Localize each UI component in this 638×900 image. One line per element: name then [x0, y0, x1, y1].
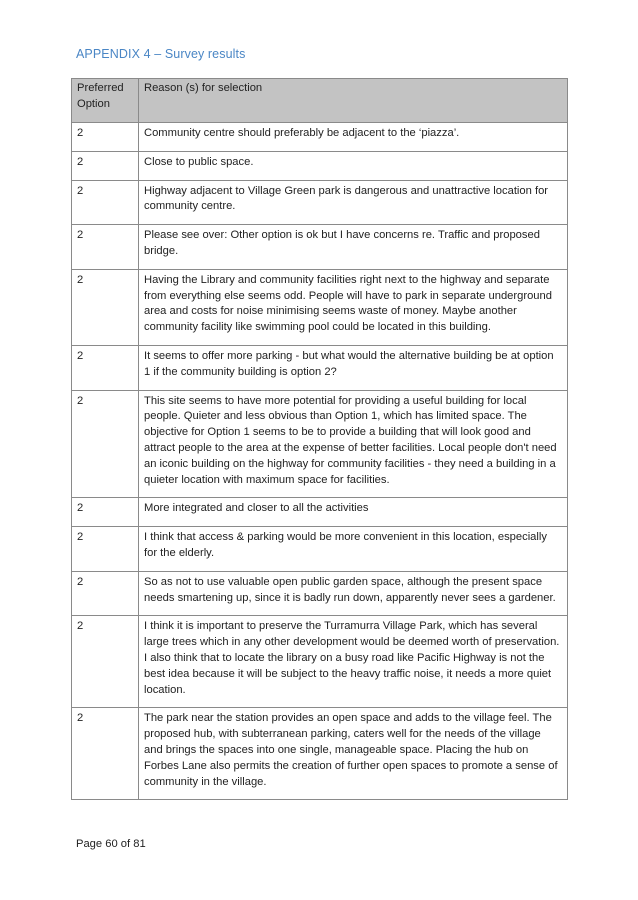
reason-cell: I think it is important to preserve the Turramurra Village Park, which has several large trees which in any other development would be deemed worth of preservation. I also think that to locate the library on a busy road like Pacific Highway is not the best idea because it will be subject to the heavy traffic noise, it needs a more quiet location. [139, 616, 568, 708]
page-title: APPENDIX 4 – Survey results [76, 47, 246, 61]
header-reason: Reason (s) for selection [139, 79, 568, 123]
reason-cell: So as not to use valuable open public garden space, although the present space needs smartening up, since it is badly run down, apparently never sees a gardener. [139, 571, 568, 616]
table-header-row [72, 79, 568, 123]
reason-cell: Community centre should preferably be adjacent to the ‘piazza’. [139, 123, 568, 152]
table-row [72, 123, 568, 152]
option-cell: 2 [72, 225, 139, 270]
table-row [72, 225, 568, 270]
table-row [72, 390, 568, 498]
option-cell: 2 [72, 616, 139, 708]
table-row [72, 571, 568, 616]
reason-cell: The park near the station provides an open space and adds to the village feel. The proposed hub, with subterranean parking, caters well for the needs of the village and brings the spaces into one single, manageable space. Placing the hub on Forbes Lane also permits the creation of further open spaces to promote a sense of community in the village. [139, 708, 568, 800]
table-row [72, 498, 568, 527]
survey-results-table [71, 78, 568, 800]
reason-cell: It seems to offer more parking - but what would the alternative building be at option 1 if the community building is option 2? [139, 345, 568, 390]
reason-cell: Having the Library and community facilities right next to the highway and separate from everything else seems odd. People will have to park in separate underground area and costs for noise minimising seems waste of money. Maybe another community facility like swimming pool could be located in this building. [139, 269, 568, 345]
option-cell: 2 [72, 498, 139, 527]
table-row [72, 345, 568, 390]
table-row [72, 708, 568, 800]
table-row [72, 616, 568, 708]
option-cell: 2 [72, 151, 139, 180]
header-preferred-option: Preferred Option [72, 79, 139, 123]
reason-cell: This site seems to have more potential for providing a useful building for local people. Quieter and less obvious than Option 1, which has limited space. The objective for Option 1 seems to be to provide a building that will look good and attract people to the area at the expense of better facilities. Local people don't need an iconic building on the highway for community facilities - they need a building in a quieter location with maximum space for facilities. [139, 390, 568, 498]
reason-cell: I think that access & parking would be more convenient in this location, especially for the elderly. [139, 527, 568, 572]
option-cell: 2 [72, 390, 139, 498]
page-number: Page 60 of 81 [76, 838, 146, 850]
table-row [72, 269, 568, 345]
reason-cell: Highway adjacent to Village Green park is dangerous and unattractive location for community centre. [139, 180, 568, 225]
table-row [72, 527, 568, 572]
reason-cell: Please see over: Other option is ok but I have concerns re. Traffic and proposed bridge. [139, 225, 568, 270]
option-cell: 2 [72, 269, 139, 345]
reason-cell: More integrated and closer to all the activities [139, 498, 568, 527]
reason-cell: Close to public space. [139, 151, 568, 180]
table-row [72, 151, 568, 180]
option-cell: 2 [72, 123, 139, 152]
option-cell: 2 [72, 708, 139, 800]
option-cell: 2 [72, 527, 139, 572]
option-cell: 2 [72, 345, 139, 390]
table-row [72, 180, 568, 225]
option-cell: 2 [72, 180, 139, 225]
option-cell: 2 [72, 571, 139, 616]
